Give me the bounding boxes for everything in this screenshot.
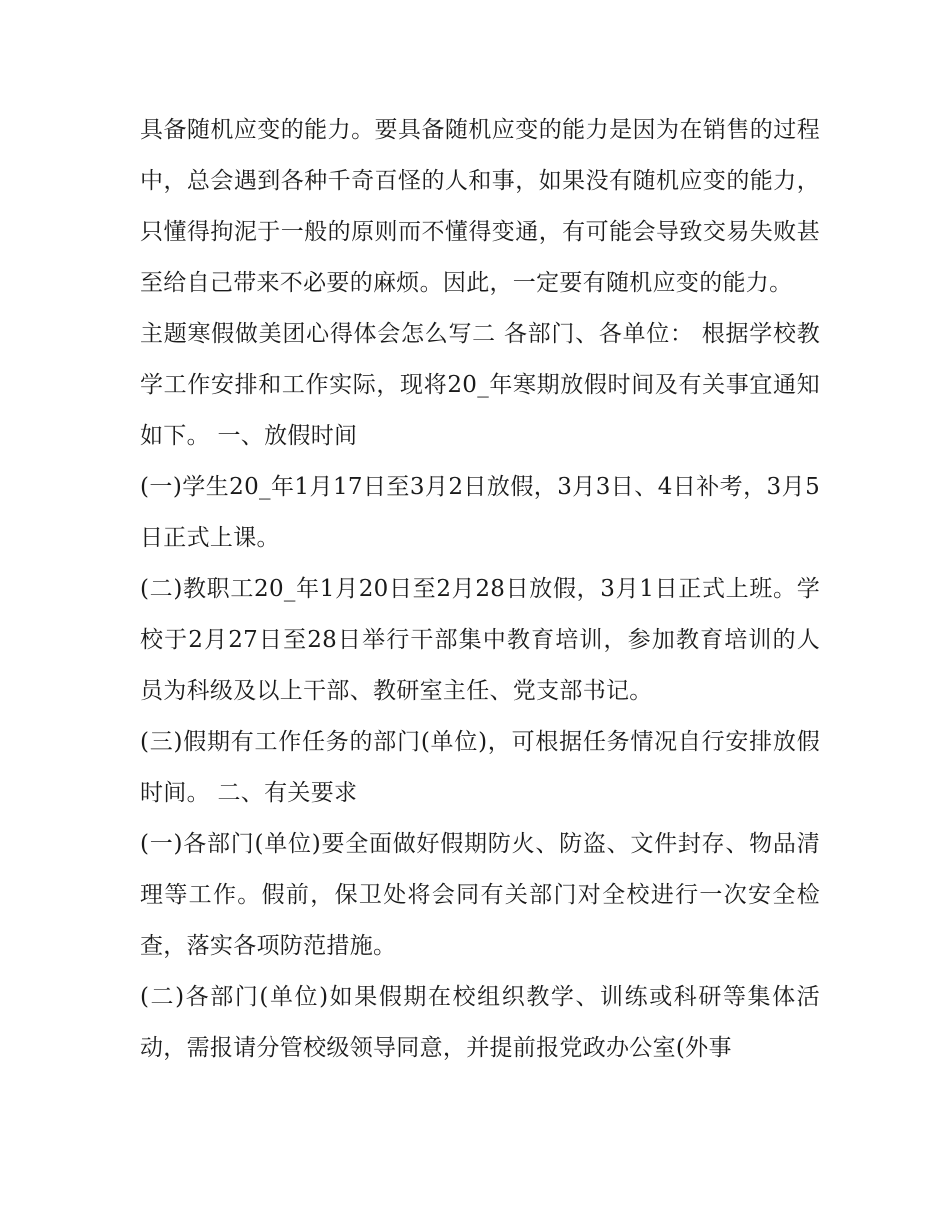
document-body [140,105,820,1074]
paragraph-department-arrangement: (三)假期有工作任务的部门(单位)，可根据任务情况自行安排放假时间。 二、有关要求 [140,729,820,806]
paragraph-notice-intro: 主题寒假做美团心得体会怎么写二 各部门、各单位： 根据学校教学工作安排和工作实际，现将20_年寒期放假时间及有关事宜通知如下。 一、放假时间 [140,321,820,449]
paragraph-safety-requirements: (一)各部门(单位)要全面做好假期防火、防盗、文件封存、物品清理等工作。假前，保卫处将会同有关部门对全校进行一次安全检查，落实各项防范措施。 [140,831,820,959]
paragraph-campus-activities: (二)各部门(单位)如果假期在校组织教学、训练或科研等集体活动，需报请分管校级领导同意，并提前报党政办公室(外事 [140,984,820,1061]
paragraph-staff-holiday: (二)教职工20_年1月20日至2月28日放假，3月1日正式上班。学校于2月27日至28日举行干部集中教育培训，参加教育培训的人员为科级及以上干部、教研室主任、党支部书记。 [140,576,820,704]
paragraph-student-holiday: (一)学生20_年1月17日至3月2日放假，3月3日、4日补考，3月5日正式上课。 [140,474,820,551]
paragraph-adaptability: 具备随机应变的能力。要具备随机应变的能力是因为在销售的过程中，总会遇到各种千奇百怪的人和事，如果没有随机应变的能力，只懂得拘泥于一般的原则而不懂得变通，有可能会导致交易失败甚至给自己带来不必要的麻烦。因此，一定要有随机应变的能力。 [140,117,820,296]
